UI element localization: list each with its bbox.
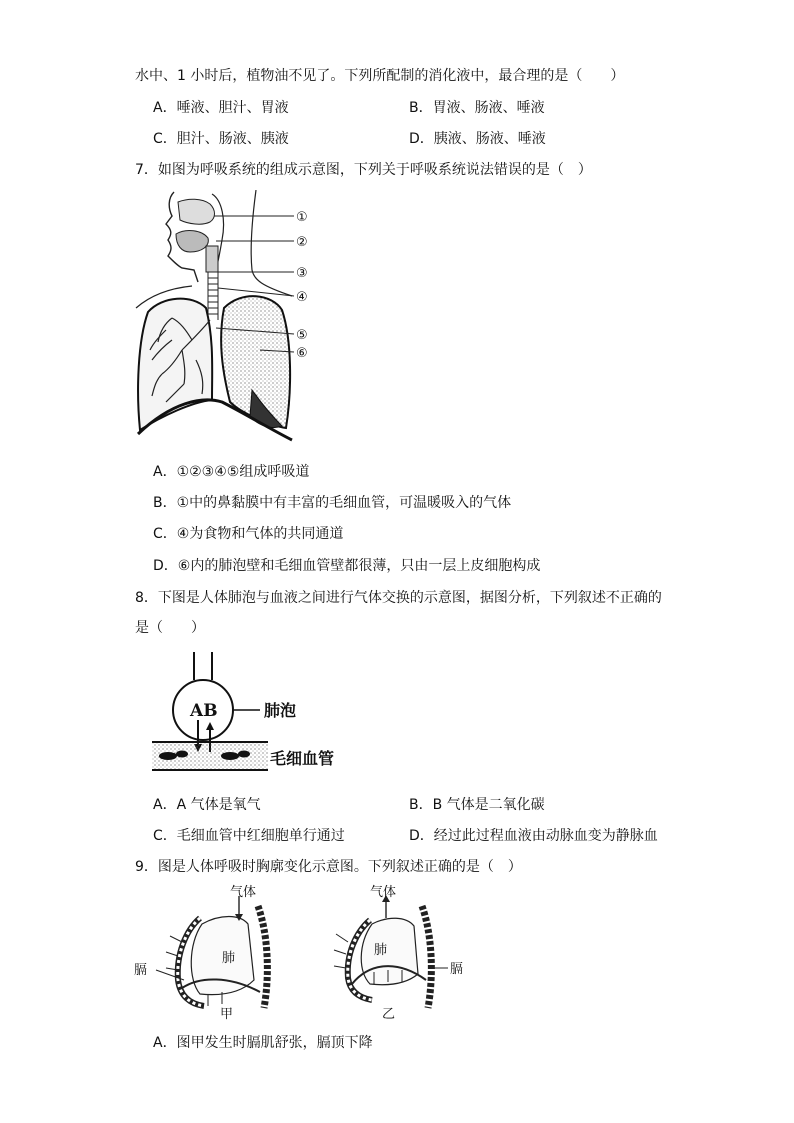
red-blood-cell: [221, 752, 239, 760]
q6-option-c: C．胆汁、肠液、胰液: [153, 131, 289, 147]
lung-label-jia: 肺: [222, 951, 236, 966]
thorax-yi: [334, 895, 448, 1008]
label-6: ⑥: [296, 346, 308, 361]
thorax-jia: [156, 896, 267, 1008]
larynx: [206, 246, 218, 272]
capillary-label: 毛细血管: [270, 749, 335, 768]
q6-option-a: A．唾液、胆汁、胃液: [153, 100, 289, 116]
mouth-cavity: [176, 231, 208, 252]
q7-option-b: B．①中的鼻黏膜中有丰富的毛细血管，可温暖吸入的气体: [153, 495, 512, 511]
respiratory-system-figure: [132, 190, 322, 445]
lung-yi: [361, 918, 418, 984]
red-blood-cell: [176, 751, 188, 758]
figure-label-yi: 乙: [382, 1007, 396, 1022]
gas-label-yi: 气体: [370, 885, 397, 900]
q6-option-d: D．胰液、肠液、唾液: [409, 131, 546, 147]
alveolus-label: 肺泡: [264, 701, 297, 720]
diaphragm-label-yi: 膈: [450, 962, 464, 977]
q8-option-a: A．A 气体是氧气: [153, 797, 261, 813]
q7-option-a: A．①②③④⑤组成呼吸道: [153, 464, 310, 480]
figure-label-jia: 甲: [220, 1007, 234, 1022]
left-lung: [138, 299, 212, 430]
gas-label-jia: 气体: [230, 885, 257, 900]
red-blood-cell: [159, 752, 177, 760]
q7-option-c: C．④为食物和气体的共同通道: [153, 526, 344, 542]
q8-option-d: D．经过此过程血液由动脉血变为静脉血: [409, 828, 658, 844]
q9-stem: 9．图是人体呼吸时胸廓变化示意图。下列叙述正确的是（ ）: [135, 859, 522, 875]
label-2: ②: [296, 235, 308, 250]
label-1: ①: [296, 210, 308, 225]
red-blood-cell: [238, 751, 250, 758]
q8-stem-line1: 8．下图是人体肺泡与血液之间进行气体交换的示意图，据图分析，下列叙述不正确的: [135, 590, 662, 606]
trachea: [208, 272, 218, 320]
q9-option-a: A．图甲发生时膈肌舒张，膈顶下降: [153, 1035, 373, 1051]
label-3: ③: [296, 266, 308, 281]
nasal-cavity: [178, 199, 215, 224]
q8-option-c: C．毛细血管中红细胞单行通过: [153, 828, 345, 844]
label-4: ④: [296, 290, 308, 305]
diaphragm-label-jia: 膈: [134, 963, 148, 978]
thorax-breathing-figure: [130, 884, 475, 1024]
spine-yi: [422, 906, 431, 1008]
q8-option-b: B．B 气体是二氧化碳: [409, 797, 545, 813]
q6-stem: 水中、1 小时后，植物油不见了。下列所配制的消化液中，最合理的是（ ）: [135, 68, 625, 84]
alveolus-gas-exchange-figure: [150, 648, 360, 776]
neck-line: [251, 190, 292, 296]
q7-stem: 7．如图为呼吸系统的组成示意图，下列关于呼吸系统说法错误的是（ ）: [135, 162, 592, 178]
lung-label-yi: 肺: [374, 943, 388, 958]
label-5: ⑤: [296, 328, 308, 343]
q8-stem-line2: 是（ ）: [135, 620, 205, 636]
ab-label: AB: [190, 701, 218, 721]
q7-option-d: D．⑥内的肺泡壁和毛细血管壁都很薄，只由一层上皮细胞构成: [153, 558, 541, 574]
q6-option-b: B．胃液、肠液、唾液: [409, 100, 545, 116]
